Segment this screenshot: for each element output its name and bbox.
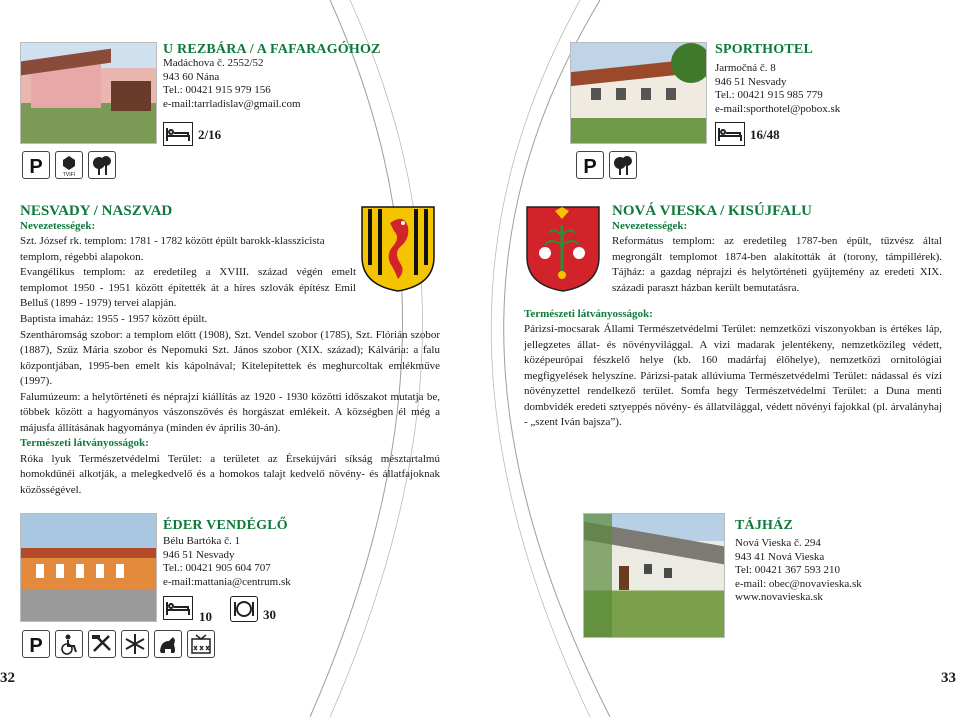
novavieska-sights-label: Nevezetességek: (612, 220, 688, 232)
tajhaz-street: Nová Vieska č. 294 (735, 537, 821, 549)
tree-icon (609, 151, 637, 179)
eder-street: Bélu Bartóka č. 1 (163, 535, 240, 547)
sporthotel-city: 946 51 Nesvady (715, 75, 787, 88)
bed-icon (163, 122, 193, 146)
rezbara-phone: Tel.: 00421 915 979 156 (163, 84, 271, 96)
tajhaz-address (735, 537, 862, 605)
nesvady-crest (360, 205, 436, 293)
sporthotel-address (715, 62, 840, 116)
eder-photo (20, 513, 157, 622)
bed-icon (163, 596, 193, 620)
tajhaz-photo (583, 513, 725, 638)
sporthotel-title: SPORTHOTEL (715, 42, 813, 57)
tajhaz-email[interactable]: e-mail: obec@novavieska.sk (735, 577, 862, 590)
parking-icon (576, 151, 604, 179)
svg-text:P: P (29, 635, 43, 657)
tools-icon (88, 630, 116, 658)
svg-text:TVIFI: TVIFI (62, 172, 76, 178)
sporthotel-beds: 16/48 (750, 127, 780, 142)
nesvady-line-2: templom, régebbi alapokon. (20, 250, 144, 263)
rezbara-beds: 2/16 (198, 127, 222, 142)
eder-email[interactable]: e-mail:mattania@centrum.sk (163, 575, 291, 588)
tajhaz-city: 943 41 Nová Vieska (735, 550, 825, 563)
wifi-icon (55, 151, 83, 179)
wheelchair-icon (55, 630, 83, 658)
rezbara-email[interactable]: e-mail:tarrladislav@gmail.com (163, 97, 301, 110)
nesvady-line-3: Evangélikus templom: az eredetileg a XVIII. század végén emelt templomot 1950 - 1951 között építették át a híres szlovák építész Emil Belluš (1899 - 1979) tervei alapján. (20, 266, 356, 309)
nesvady-line-4: Baptista imaház: 1955 - 1957 között épült. (20, 313, 208, 325)
parking-icon (22, 630, 50, 658)
nesvady-line-5: Szentháromság szobor: a templom előtt (1908), Szt. Vendel szobor (1785), Szt. Flórián szobor (1887), Szűz Mária szobor és Nepomuki Szt. János szobor (XIX. század); Kálvária: a falu központjában, 1995-ben emelt kis kápolnával; Kitelepítettek és meghurcoltak emlékműve (1997). (20, 328, 440, 387)
svg-text:P: P (583, 156, 597, 178)
sporthotel-email[interactable]: e-mail:sporthotel@pobox.sk (715, 102, 841, 115)
tajhaz-web[interactable]: www.novavieska.sk (735, 591, 823, 603)
nesvady-sights-label: Nevezetességek: (20, 220, 96, 232)
tajhaz-phone: Tel: 00421 367 593 210 (735, 564, 840, 576)
sporthotel-street: Jarmočná č. 8 (715, 62, 776, 74)
rezbara-address (163, 57, 301, 111)
page-number-right: 33 (941, 670, 956, 686)
novavieska-nature-label: Természeti látványosságok: (524, 308, 653, 320)
novavieska-sights-text: Református templom: az eredetileg 1787-ben épült, tűzvész által megrongált templomot 1874-ben alakították át (torony, támpillérek). Tájház: a gazdag néprajzi és helytörténeti gyűjtemény az eredeti XIX. századi paraszt házban került bemutatásra. (612, 235, 942, 294)
eder-city: 946 51 Nesvady (163, 548, 235, 561)
novavieska-crest (525, 205, 601, 293)
nesvady-title: NESVADY / NASZVAD (20, 203, 173, 219)
nesvady-line-6: Falumúzeum: a helytörténeti és néprajzi kiállítás az 1920 - 1930 közötti időszakot mutatja be, többek között a hagyományos vászonszövés és horgászat emlékeit. A községben él még a májusfa állításának hagyománya (minden év április 30-án). (20, 390, 440, 434)
sporthotel-phone: Tel.: 00421 915 985 779 (715, 89, 823, 101)
nesvady-text (20, 234, 356, 312)
bed-icon (715, 122, 745, 146)
nesvady-text-wide (20, 312, 440, 498)
snowflake-icon (121, 630, 149, 658)
hotel-stars-icon (187, 630, 215, 658)
rezbara-street: Madáchova č. 2552/52 (163, 57, 264, 69)
rezbara-city: 943 60 Nána (163, 70, 220, 83)
rezbara-title: U REZBÁRA / A FAFARAGÓHOZ (163, 42, 381, 57)
rezbara-photo (20, 42, 157, 144)
eder-title: ÉDER VENDÉGLŐ (163, 518, 288, 533)
nesvady-line-1: Szt. József rk. templom: 1781 - 1782 között épült barokk-klasszicista (20, 235, 325, 247)
eder-beds: 10 (199, 609, 212, 624)
plate-icon (230, 596, 258, 622)
novavieska-title: NOVÁ VIESKA / KISÚJFALU (612, 203, 812, 219)
page-number-left: 32 (0, 670, 15, 686)
nesvady-nature-text: Róka lyuk Természetvédelmi Terület: a területet az Érsekújvári síkság mésztartalmú homokdűnéi alkotják, a melegkedvelő és a homokos talajt kedvelő növény- és állatfajoknak közösségével. (20, 452, 440, 496)
svg-text:P: P (29, 156, 43, 178)
sporthotel-photo (570, 42, 707, 144)
novavieska-nature-text: Párizsi-mocsarak Állami Természetvédelmi Terület: nemzetközi viszonyokban is értékes láp, jellegzetes állat- és növényvilággal. A vizi madarak jelentékeny, nemzetközileg védett, középeurópai fészkelő helye (kb. 160 madárfaj élőhelye), nemzetközi ornitológiai megfigyelések helyszíne. Párizsi-patak allúviuma Természetvédelmi Terület: nádassal és vízi növényzettel rendelkező terület. Somfa hegy Természetvédelmi Terület: a Duna menti dombvidék eredeti sztyeppés növény- és állatvilággal, védett növényi fajokkal (pl. árvalányhaj - „szent Iván bajsza”). (524, 323, 942, 428)
nesvady-nature-label: Természeti látványosságok: (20, 437, 149, 449)
tree-icon (88, 151, 116, 179)
parking-icon (22, 151, 50, 179)
pet-icon (154, 630, 182, 658)
eder-seats: 30 (263, 607, 276, 622)
eder-phone: Tel.: 00421 905 604 707 (163, 562, 271, 574)
tajhaz-title: TÁJHÁZ (735, 518, 793, 533)
eder-address (163, 535, 291, 589)
